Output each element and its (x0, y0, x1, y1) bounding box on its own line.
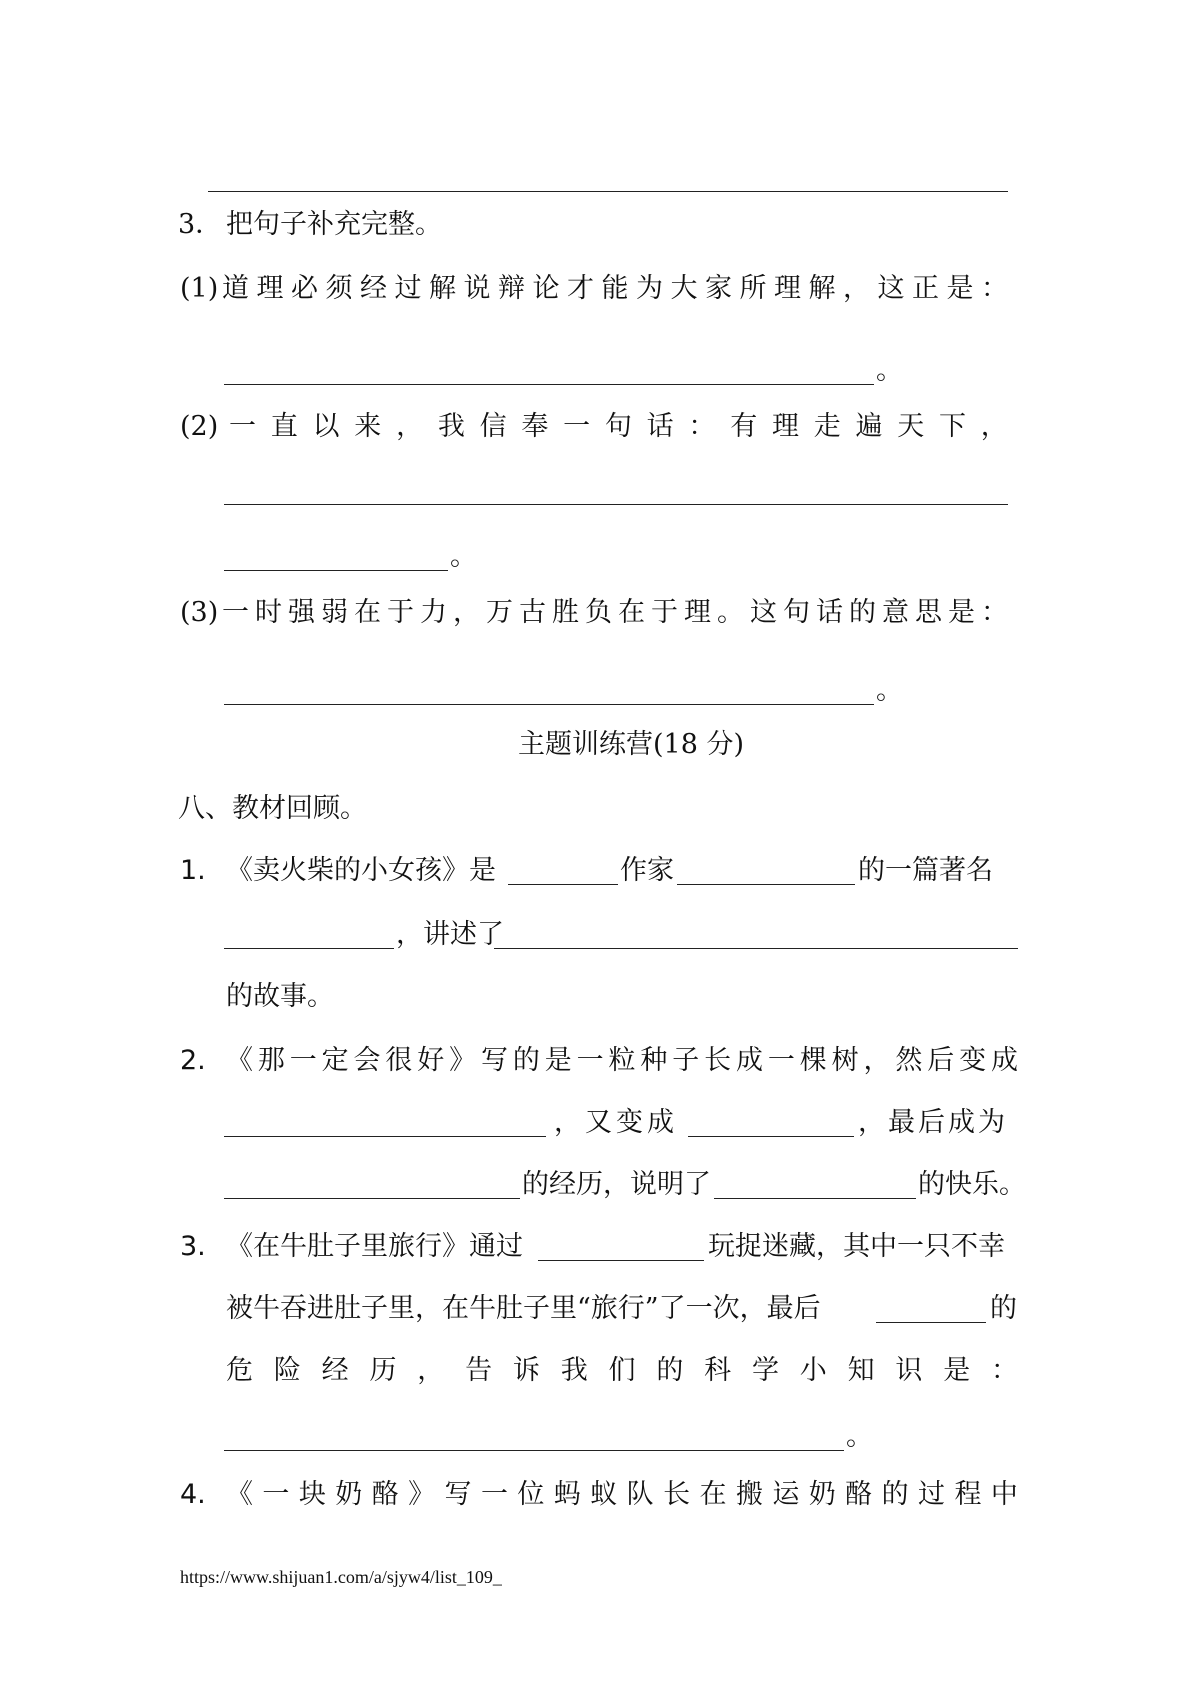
char: 解 (808, 273, 836, 304)
char: 正 (912, 273, 939, 304)
char: 论 (532, 273, 560, 304)
part8-title: 八、教材回顾。 (178, 793, 367, 824)
item3-line3 (0, 1346, 1191, 1396)
q3-instruction: 把句子补充完整。 (226, 209, 442, 240)
char: 酪 (845, 1479, 873, 1510)
char: 一 (229, 411, 256, 442)
char: 在 (699, 1479, 727, 1510)
answer-blank[interactable] (224, 1450, 844, 1451)
char: 为 (636, 273, 663, 304)
char: 走 (813, 411, 841, 442)
char: 意 (882, 597, 909, 628)
char: 话 (646, 411, 674, 442)
part8-row (0, 784, 1191, 834)
char: 一 (289, 1045, 317, 1076)
char: 长 (704, 1045, 732, 1076)
char: 好 (417, 1045, 445, 1076)
char: 后 (927, 1045, 955, 1076)
q3-1-answer (0, 346, 1191, 396)
answer-blank[interactable] (508, 884, 618, 885)
char: 奶 (335, 1479, 363, 1510)
char: 解 (429, 273, 456, 304)
char: 家 (705, 273, 732, 304)
char: 然 (895, 1045, 923, 1076)
char: 我 (560, 1355, 588, 1386)
char: 》 (408, 1479, 436, 1510)
char: 说 (463, 273, 491, 304)
char: ， (453, 597, 480, 628)
item1-text-c: 的一篇著名 (858, 855, 993, 886)
char: 《 (226, 1045, 253, 1076)
char: 有 (730, 411, 758, 442)
q3-1-text (222, 264, 1008, 314)
char: 道 (222, 273, 249, 304)
answer-blank[interactable] (876, 1322, 986, 1323)
char: 一 (767, 1045, 795, 1076)
char: ： (688, 411, 716, 442)
char: 粒 (608, 1045, 636, 1076)
char: 位 (517, 1479, 545, 1510)
item2-line3 (0, 1160, 1191, 1210)
char: 会 (353, 1045, 381, 1076)
char: 树 (831, 1045, 859, 1076)
item4-line1 (0, 1470, 1191, 1520)
char: 酪 (371, 1479, 399, 1510)
char: 告 (465, 1355, 493, 1386)
char: 子 (672, 1045, 700, 1076)
char: 的 (849, 597, 876, 628)
char: 块 (298, 1479, 326, 1510)
answer-blank[interactable] (224, 384, 874, 385)
q3-header (0, 200, 1191, 250)
char: 大 (670, 273, 698, 304)
char: 一 (480, 1479, 508, 1510)
char: 直 (270, 411, 298, 442)
top-answer-line (208, 191, 1008, 192)
item2-line1 (0, 1036, 1191, 1086)
char: 变 (959, 1045, 987, 1076)
item4-text (226, 1470, 1018, 1520)
char: ， (863, 1045, 891, 1076)
char: 弱 (321, 597, 348, 628)
char: 句 (604, 411, 632, 442)
char: 经 (360, 273, 387, 304)
item1-line2 (0, 910, 1191, 960)
q3-3-number: (3) (180, 597, 219, 628)
answer-blank[interactable] (224, 504, 1008, 505)
char: 很 (385, 1045, 413, 1076)
answer-blank[interactable] (688, 1136, 854, 1137)
char: 中 (990, 1479, 1018, 1510)
char: 理 (256, 273, 284, 304)
item3-text-c: 被牛吞进肚子里，在牛肚子里“旅行”了一次，最后 (226, 1293, 821, 1324)
char: 必 (291, 273, 318, 304)
char: 运 (772, 1479, 800, 1510)
char: 那 (257, 1045, 285, 1076)
answer-blank[interactable] (224, 1136, 546, 1137)
item3-text-b: 玩捉迷藏，其中一只不幸 (708, 1231, 1005, 1262)
item3-text-a: 《在牛肚子里旅行》通过 (226, 1231, 523, 1262)
char: 理 (684, 597, 711, 628)
item3-answer (0, 1412, 1191, 1462)
char: 时 (255, 597, 282, 628)
char: 奶 (808, 1479, 836, 1510)
char: 定 (321, 1045, 349, 1076)
char: 句 (783, 597, 810, 628)
char: 成 (736, 1045, 763, 1076)
char: 科 (704, 1355, 732, 1386)
item2-text (226, 1036, 1018, 1086)
char: 蚁 (590, 1479, 618, 1510)
char: 遍 (855, 411, 883, 442)
char: 负 (585, 597, 612, 628)
char: 胜 (552, 597, 579, 628)
q3-2-answer-2 (0, 532, 1191, 582)
char: 这 (877, 273, 905, 304)
char: 种 (640, 1045, 668, 1076)
item1-line1 (0, 846, 1191, 896)
q3-3-answer (0, 666, 1191, 716)
q3-1-line (0, 264, 1191, 314)
char: 我 (437, 411, 465, 442)
char: 这 (750, 597, 777, 628)
char: 写 (481, 1045, 508, 1076)
char: 们 (608, 1355, 636, 1386)
char: 经 (321, 1355, 349, 1386)
char: 理 (774, 273, 801, 304)
char: 所 (739, 273, 767, 304)
char: 危 (226, 1355, 253, 1386)
char: 一 (576, 1045, 604, 1076)
char: 知 (847, 1355, 875, 1386)
item3-line1 (0, 1222, 1191, 1272)
char: 是 (948, 597, 975, 628)
item1-text-d: ，讲述了 (396, 919, 504, 950)
char: 力 (420, 597, 447, 628)
answer-blank[interactable] (224, 948, 394, 949)
item2-number: 2. (180, 1045, 206, 1076)
char: 蚂 (553, 1479, 581, 1510)
char: 。 (717, 597, 744, 628)
char: 理 (771, 411, 799, 442)
item1-text-b: 作家 (620, 855, 674, 886)
period: 。 (846, 1421, 873, 1452)
item3-text-d: 的 (990, 1293, 1017, 1324)
q3-3-text (222, 588, 1008, 638)
char: 的 (656, 1355, 684, 1386)
char: 《 (226, 1479, 253, 1510)
q3-number: 3． (178, 209, 223, 240)
char: 队 (626, 1479, 654, 1510)
answer-blank[interactable] (714, 1198, 916, 1199)
item2-text-d: 的快乐。 (918, 1169, 1026, 1200)
item3-line2 (0, 1284, 1191, 1334)
char: ， (980, 411, 1008, 442)
answer-blank[interactable] (494, 948, 1018, 949)
item1-text-a: 《卖火柴的小女孩》是 (226, 855, 496, 886)
char: 程 (954, 1479, 982, 1510)
char: 搬 (735, 1479, 763, 1510)
char: 下 (939, 411, 967, 442)
item1-line3 (0, 972, 1191, 1022)
char: 在 (354, 597, 381, 628)
char: 思 (915, 597, 942, 628)
char: 学 (751, 1355, 779, 1386)
item2-text-a: ，又变成 (554, 1107, 678, 1138)
char: 才 (567, 273, 594, 304)
item4-number: 4. (180, 1479, 206, 1510)
period: 。 (876, 675, 903, 706)
period: 。 (876, 355, 903, 386)
char: 奉 (521, 411, 549, 442)
char: 信 (479, 411, 507, 442)
item1-number: 1. (180, 855, 206, 886)
char: 是 (544, 1045, 572, 1076)
char: ： (991, 1355, 1018, 1386)
char: ： (981, 273, 1008, 304)
char: 历 (369, 1355, 397, 1386)
char: 的 (512, 1045, 540, 1076)
char: 于 (387, 597, 414, 628)
char: ， (843, 273, 870, 304)
char: 诉 (512, 1355, 540, 1386)
char: 长 (663, 1479, 691, 1510)
char: 一 (563, 411, 591, 442)
char: 一 (222, 597, 249, 628)
char: 天 (897, 411, 925, 442)
answer-blank[interactable] (224, 570, 448, 571)
char: 的 (881, 1479, 909, 1510)
char: 是 (946, 273, 974, 304)
char: 来 (354, 411, 382, 442)
q3-3-line (0, 588, 1191, 638)
answer-blank[interactable] (677, 884, 855, 885)
answer-blank[interactable] (538, 1260, 704, 1261)
q3-2-line (0, 402, 1191, 452)
item2-text-c: 的经历，说明了 (522, 1169, 711, 1200)
char: 在 (618, 597, 645, 628)
char: 成 (991, 1045, 1018, 1076)
char: 棵 (799, 1045, 827, 1076)
item1-text-e: 的故事。 (226, 981, 334, 1012)
item2-text-b: ，最后成为 (858, 1107, 1008, 1138)
char: 识 (895, 1355, 923, 1386)
char: ， (396, 411, 424, 442)
char: 是 (943, 1355, 971, 1386)
section-title: 主题训练营(18 分) (518, 729, 745, 760)
char: ， (417, 1355, 445, 1386)
char: 须 (325, 273, 353, 304)
char: 能 (601, 273, 629, 304)
period: 。 (450, 541, 477, 572)
char: 过 (918, 1479, 946, 1510)
char: 险 (273, 1355, 301, 1386)
q3-2-text (229, 402, 1008, 452)
char: 于 (651, 597, 678, 628)
footer-url: https://www.shijuan1.com/a/sjyw4/list_109_ (180, 1567, 502, 1587)
char: 过 (394, 273, 422, 304)
char: 古 (519, 597, 546, 628)
q3-2-answer-1 (0, 466, 1191, 516)
q3-1-number: (1) (180, 273, 219, 304)
answer-blank[interactable] (224, 704, 874, 705)
answer-blank[interactable] (224, 1198, 520, 1199)
q3-2-number: (2) (180, 411, 219, 442)
char: 以 (312, 411, 340, 442)
char: 》 (449, 1045, 477, 1076)
char: 一 (262, 1479, 290, 1510)
char: 辩 (498, 273, 525, 304)
item3-number: 3. (180, 1231, 206, 1262)
char: ： (981, 597, 1008, 628)
item2-line2 (0, 1098, 1191, 1148)
char: 小 (799, 1355, 827, 1386)
char: 万 (486, 597, 513, 628)
section-title-row (0, 720, 1191, 770)
char: 强 (288, 597, 315, 628)
char: 写 (444, 1479, 472, 1510)
item3-text-spread (226, 1346, 1018, 1396)
char: 话 (816, 597, 843, 628)
